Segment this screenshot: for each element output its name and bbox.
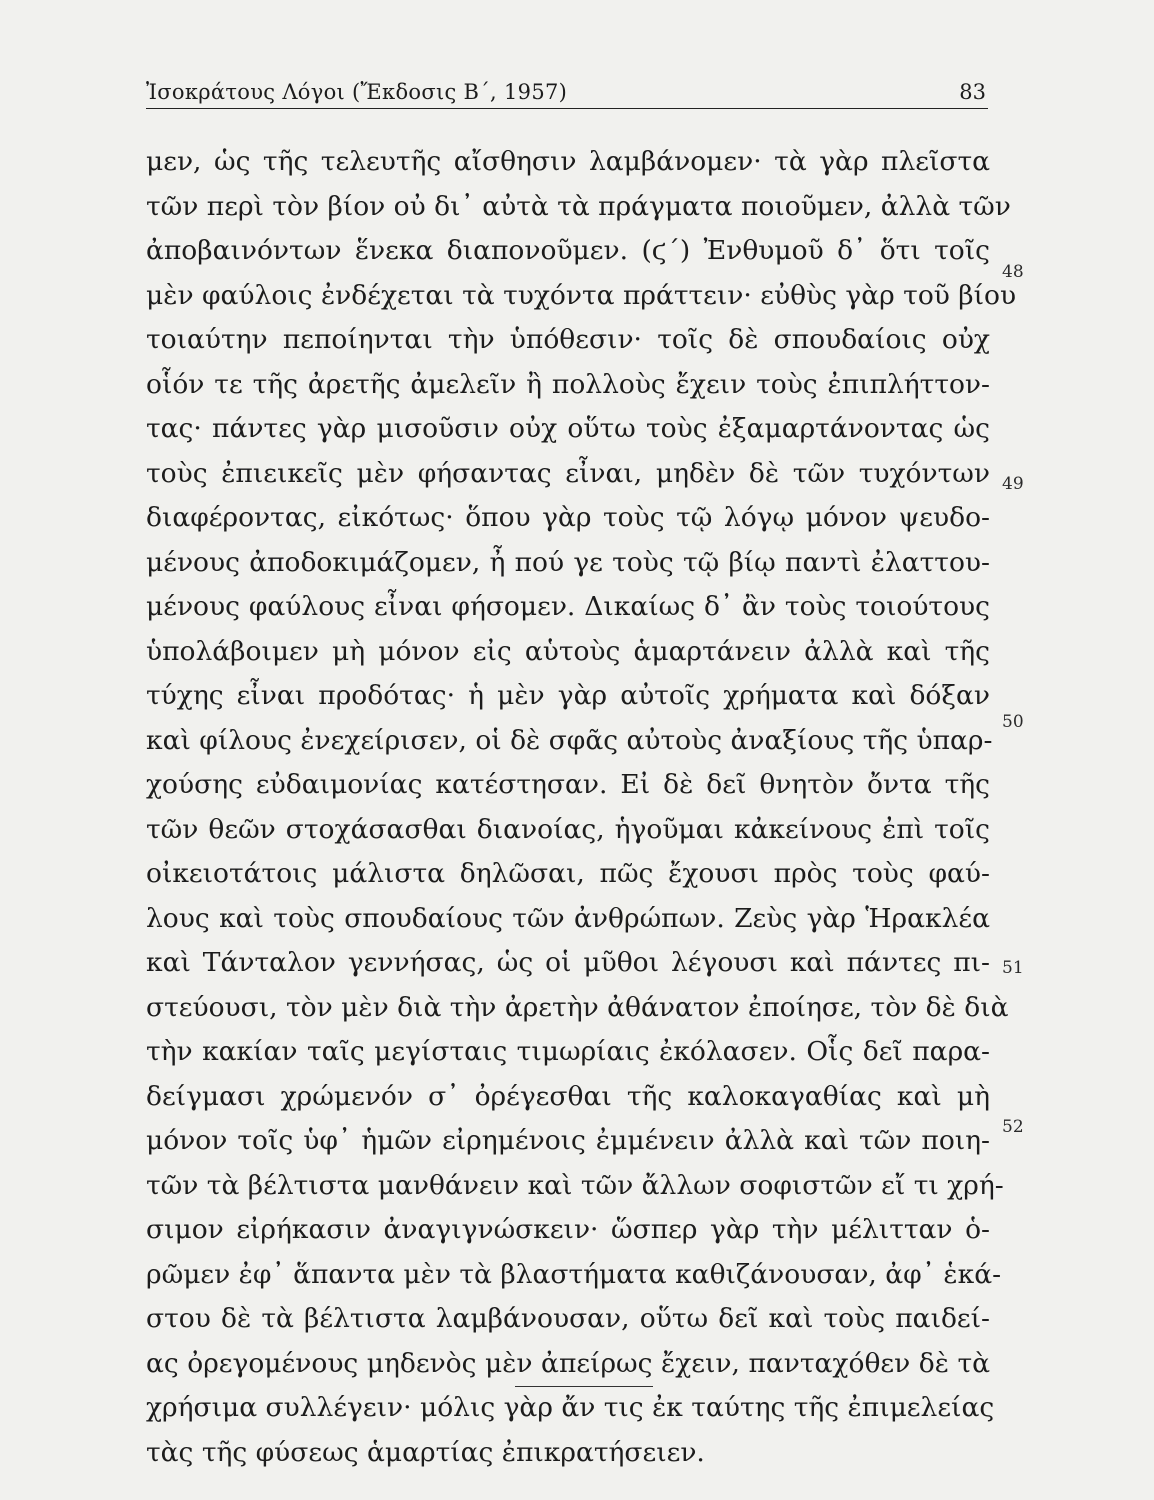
- text-line: οἰκειοτάτοις μάλιστα δηλῶσαι, πῶς ἔχουσι πρὸς τοὺς φαύ-: [146, 858, 990, 889]
- text-line: ἀποβαινόντων ἕνεκα διαπονοῦμεν. (ϛ΄) Ἐνθυμοῦ δ᾽ ὅτι τοῖς: [146, 235, 990, 266]
- section-number: 48: [1002, 262, 1024, 282]
- text-line: μόνον τοῖς ὑφ᾽ ἡμῶν εἰρημένοις ἐμμένειν ἀλλὰ καὶ τῶν ποιη-: [146, 1125, 990, 1156]
- text-line: μὲν φαύλοις ἐνδέχεται τὰ τυχόντα πράττειν· εὐθὺς γὰρ τοῦ βίου: [146, 279, 1017, 311]
- text-line: ὑπολάβοιμεν μὴ μόνον εἰς αὑτοὺς ἁμαρτάνειν ἀλλὰ καὶ τῆς: [146, 635, 990, 667]
- text-line: μένους ἀποδοκιμάζομεν, ἦ πού γε τοὺς τῷ βίῳ παντὶ ἐλαττου-: [146, 546, 990, 578]
- text-line: διαφέροντας, εἰκότως· ὅπου γὰρ τοὺς τῷ λόγῳ μόνον ψευδο-: [146, 502, 990, 533]
- text-line: λους καὶ τοὺς σπουδαίους τῶν ἀνθρώπων. Ζεὺς γὰρ Ἡρακλέα: [146, 902, 990, 934]
- text-line: στεύουσι, τὸν μὲν διὰ τὴν ἀρετὴν ἀθάνατον ἐποίησε, τὸν δὲ διὰ: [146, 991, 1009, 1023]
- text-line: χρήσιμα συλλέγειν· μόλις γὰρ ἄν τις ἐκ ταύτης τῆς ἐπιμελείας: [146, 1392, 995, 1423]
- text-line: σιμον εἰρήκασιν ἀναγιγνώσκειν· ὥσπερ γὰρ τὴν μέλιτταν ὁ-: [146, 1214, 990, 1245]
- text-line: μεν, ὡς τῆς τελευτῆς αἴσθησιν λαμβάνομεν· τὰ γὰρ πλεῖστα: [146, 146, 990, 177]
- text-line: τὴν κακίαν ταῖς μεγίσταις τιμωρίαις ἐκόλασεν. Οἷς δεῖ παρα-: [146, 1036, 990, 1067]
- text-line: τῶν θεῶν στοχάσασθαι διανοίας, ἡγοῦμαι κἀκείνους ἐπὶ τοῖς: [146, 813, 990, 845]
- text-line: τας· πάντες γὰρ μισοῦσιν οὐχ οὕτω τοὺς ἐξαμαρτάνοντας ὡς: [146, 413, 990, 444]
- text-line: οἷόν τε τῆς ἀρετῆς ἀμελεῖν ἢ πολλοὺς ἔχειν τοὺς ἐπιπλήττον-: [146, 368, 990, 400]
- text-line: τῶν περὶ τὸν βίον οὐ δι᾽ αὐτὰ τὰ πράγματα ποιοῦμεν, ἀλλὰ τῶν: [146, 190, 1011, 222]
- section-number: 51: [1002, 958, 1024, 978]
- text-line-last: τὰς τῆς φύσεως ἁμαρτίας ἐπικρατήσειεν.: [146, 1436, 705, 1468]
- section-number: 50: [1002, 712, 1024, 732]
- text-line: τοιαύτην πεποίηνται τὴν ὑπόθεσιν· τοῖς δὲ σπουδαίοις οὐχ: [146, 324, 990, 355]
- page-number: 83: [959, 80, 986, 104]
- running-title: Ἰσοκράτους Λόγοι (Ἔκδοσις Β΄, 1957): [146, 80, 568, 104]
- text-line: στου δὲ τὰ βέλτιστα λαμβάνουσαν, οὕτω δεῖ καὶ τοὺς παιδεί-: [146, 1303, 990, 1334]
- section-number: 52: [1002, 1117, 1024, 1137]
- text-line: ας ὀρεγομένους μηδενὸς μὲν ἀπείρως ἔχειν, πανταχόθεν δὲ τὰ: [146, 1347, 990, 1379]
- text-line: τῶν τὰ βέλτιστα μανθάνειν καὶ τῶν ἄλλων σοφιστῶν εἴ τι χρή-: [146, 1169, 1004, 1201]
- text-line: μένους φαύλους εἶναι φήσομεν. Δικαίως δ᾽ ἂν τοὺς τοιούτους: [146, 591, 990, 622]
- text-line: τύχης εἶναι προδότας· ἡ μὲν γὰρ αὐτοῖς χρήματα καὶ δόξαν: [146, 680, 990, 711]
- section-number: 49: [1002, 474, 1024, 494]
- text-line: καὶ φίλους ἐνεχείρισεν, οἱ δὲ σφᾶς αὐτοὺς ἀναξίους τῆς ὑπαρ-: [146, 724, 993, 756]
- text-line: ρῶμεν ἐφ᾽ ἅπαντα μὲν τὰ βλαστήματα καθιζάνουσαν, ἀφ᾽ ἑκά-: [146, 1258, 1002, 1290]
- text-line: καὶ Τάνταλον γεννήσας, ὡς οἱ μῦθοι λέγουσι καὶ πάντες πι-: [146, 947, 990, 978]
- text-line: τοὺς ἐπιεικεῖς μὲν φήσαντας εἶναι, μηδὲν δὲ τῶν τυχόντων: [146, 457, 990, 489]
- running-head: [146, 78, 988, 109]
- text-line: χούσης εὐδαιμονίας κατέστησαν. Εἰ δὲ δεῖ θνητὸν ὄντα τῆς: [146, 769, 990, 800]
- text-line: δείγμασι χρώμενόν σ᾽ ὀρέγεσθαι τῆς καλοκαγαθίας καὶ μὴ: [146, 1080, 990, 1112]
- footer-rule: [515, 1386, 653, 1387]
